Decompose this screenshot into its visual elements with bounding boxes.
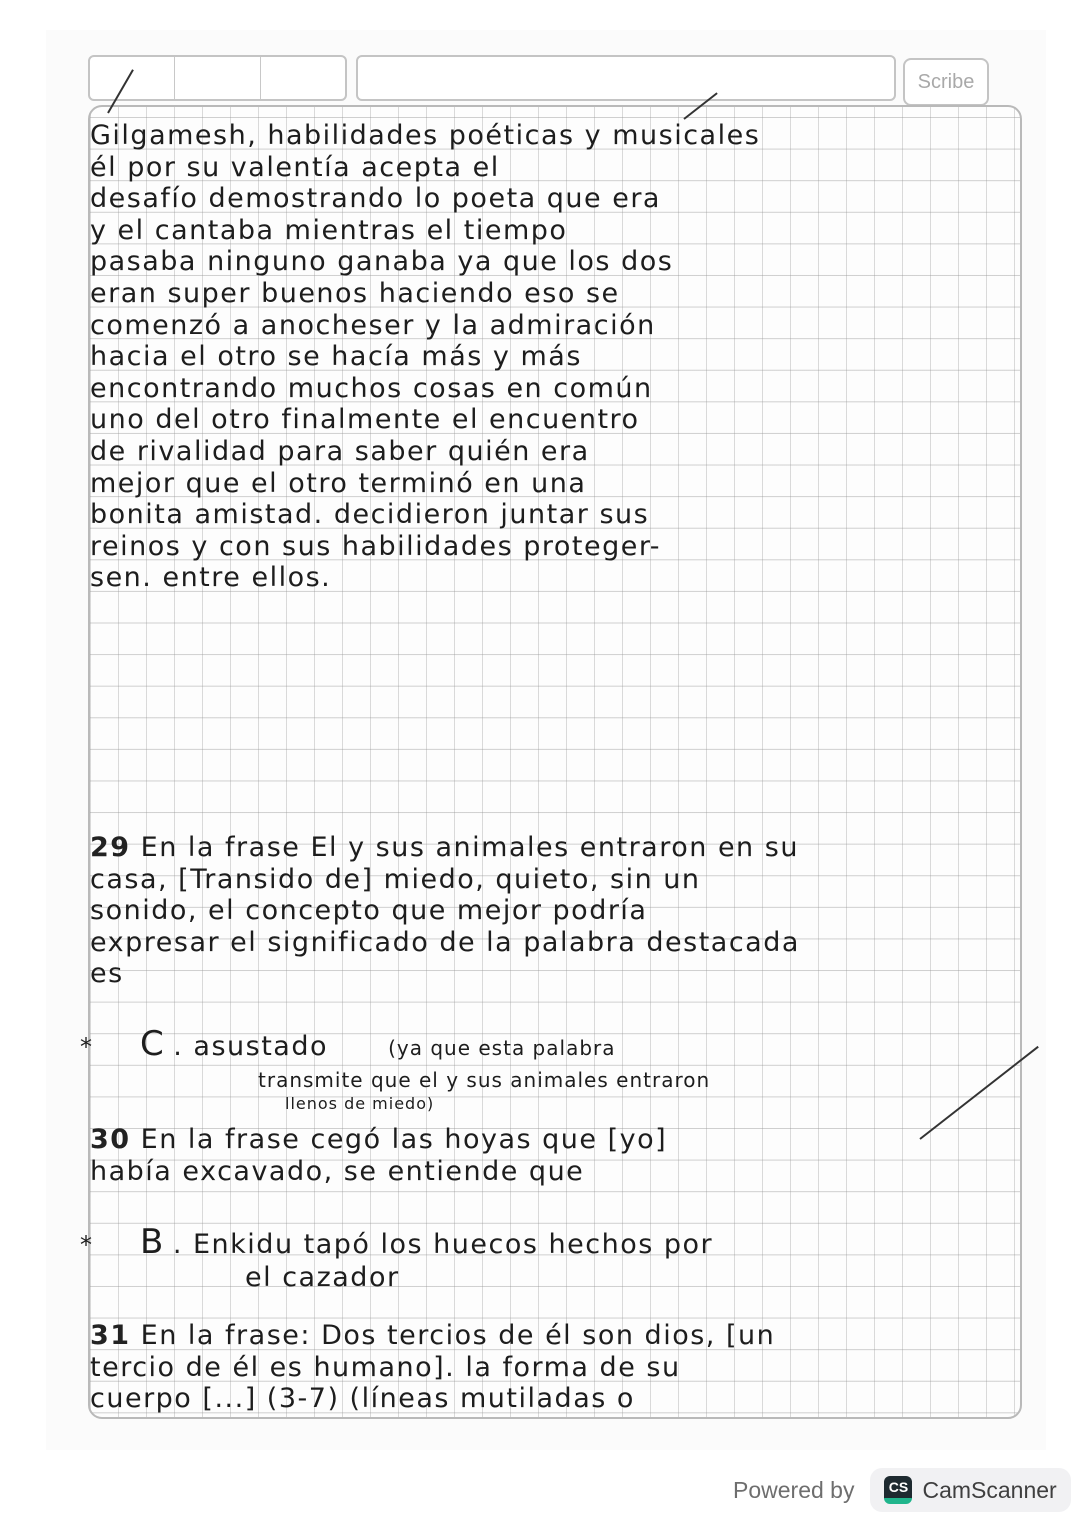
answer-note: el cazador	[245, 1262, 400, 1293]
camscanner-name: CamScanner	[922, 1476, 1057, 1503]
essay-line: bonita amistad. decidieron juntar sus	[90, 499, 650, 531]
answer-note: llenos de miedo)	[285, 1094, 435, 1113]
answer-30	[80, 1222, 713, 1262]
essay-line: sen. entre ellos.	[90, 562, 332, 594]
essay-line: pasaba ninguno ganaba ya que los dos	[90, 246, 674, 278]
essay-line: mejor que el otro terminó en una	[90, 467, 587, 499]
essay-line: hacia el otro se hacía más y más	[90, 341, 582, 373]
question-number: 29	[90, 832, 131, 863]
essay-line: de rivalidad para saber quién era	[90, 435, 590, 467]
date-box-day	[90, 57, 175, 99]
essay-text	[90, 120, 1030, 594]
question-text: casa, [Transido de] miedo, quieto, sin un	[90, 863, 701, 895]
essay-line: eran super buenos haciendo eso se	[90, 277, 620, 309]
answer-note: transmite que el y sus animales entraron	[258, 1068, 711, 1092]
essay-line: reinos y con sus habilidades proteger-	[90, 530, 661, 562]
essay-line: encontrando muchos cosas en común	[90, 372, 653, 404]
question-31	[90, 1320, 1030, 1415]
answer-letter: B	[140, 1222, 165, 1262]
essay-line: y el cantaba mientras el tiempo	[90, 214, 568, 246]
answer-text: . asustado	[173, 1031, 328, 1062]
question-text: En la frase cegó las hoyas que [yo]	[140, 1124, 668, 1155]
question-number: 31	[90, 1320, 131, 1351]
essay-line: comenzó a anocheser y la admiración	[90, 309, 656, 341]
question-number: 30	[90, 1124, 131, 1155]
question-30	[90, 1124, 1030, 1187]
date-box-month	[175, 57, 260, 99]
camscanner-watermark	[733, 1468, 1071, 1512]
camscanner-badge[interactable]	[870, 1468, 1070, 1512]
star-marker-icon: *	[80, 1231, 94, 1259]
answer-29	[80, 1024, 616, 1064]
date-box-year	[261, 57, 345, 99]
title-box	[356, 55, 896, 101]
answer-letter: C	[140, 1024, 166, 1064]
essay-line: él por su valentía acepta el	[90, 151, 500, 183]
question-text: En la frase El y sus animales entraron en su	[140, 832, 799, 863]
powered-by-label: Powered by	[733, 1476, 855, 1503]
question-text: En la frase: Dos tercios de él son dios, [un	[140, 1320, 776, 1351]
essay-line: Gilgamesh, habilidades poéticas y musicales	[90, 120, 761, 151]
question-text: cuerpo [...] (3-7) (líneas mutiladas o	[90, 1383, 635, 1415]
question-text: expresar el significado de la palabra destacada	[90, 926, 800, 958]
essay-line: desafío demostrando lo poeta que era	[90, 183, 661, 215]
answer-note: (ya que esta palabra	[388, 1036, 616, 1060]
question-29	[90, 832, 1030, 990]
question-text: sonido, el concepto que mejor podría	[90, 895, 648, 927]
question-text: es	[90, 958, 124, 990]
camscanner-logo-icon: CS	[884, 1476, 912, 1504]
answer-text: . Enkidu tapó los huecos hechos por	[172, 1229, 714, 1260]
star-marker-icon: *	[80, 1033, 94, 1061]
essay-line: uno del otro finalmente el encuentro	[90, 404, 640, 436]
question-text: había excavado, se entiende que	[90, 1155, 585, 1187]
question-text: tercio de él es humano]. la forma de su	[90, 1351, 681, 1383]
notebook-brand-label: Scribe	[903, 58, 989, 106]
